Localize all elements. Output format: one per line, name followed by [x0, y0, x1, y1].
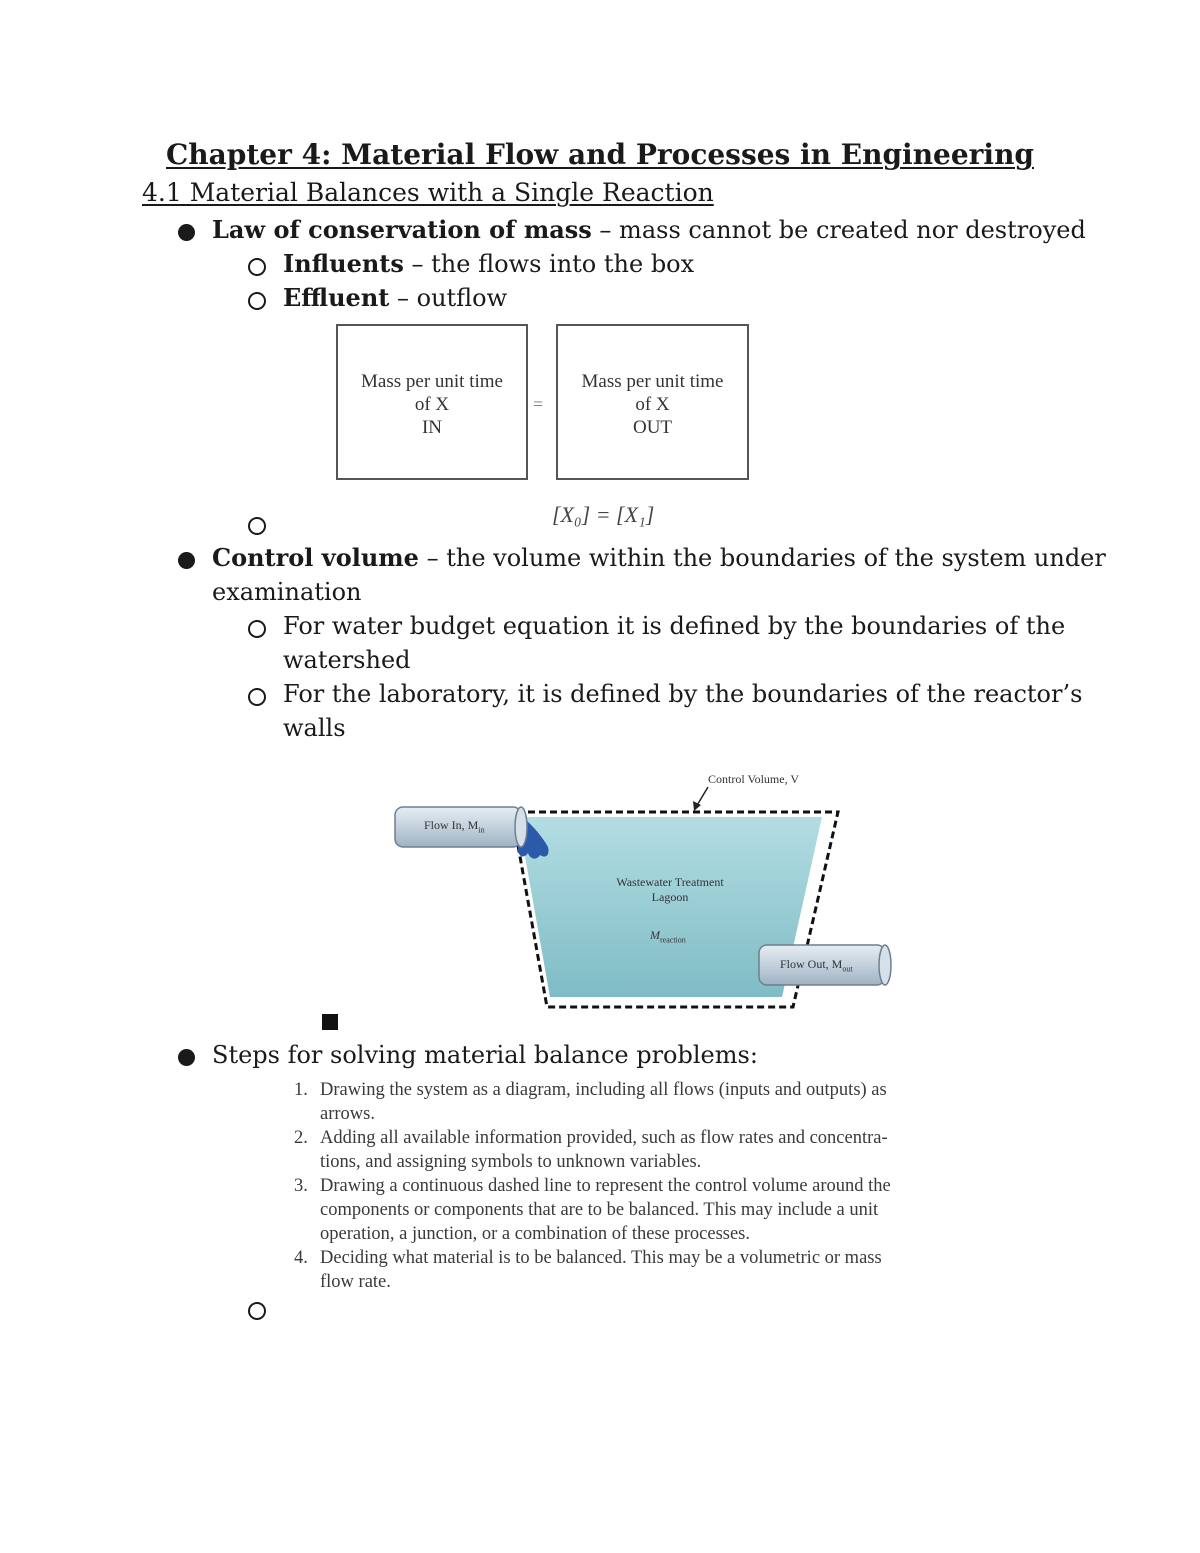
conservation-desc: – mass cannot be created nor destroyed — [591, 216, 1086, 244]
control-volume-line — [212, 541, 1106, 575]
flow-out-label-text: Flow Out, M — [780, 957, 843, 971]
mass-in-line-3: IN — [421, 417, 443, 438]
laboratory-line-1: For the laboratory, it is defined by the boundaries of the reactor’s — [283, 680, 1083, 708]
control-volume-label: Control Volume, V — [708, 772, 800, 786]
conservation-line — [212, 213, 1086, 247]
reaction-label-text: M — [650, 928, 660, 942]
bullet-circle — [248, 1302, 266, 1320]
flow-in-subscript: in — [478, 825, 485, 835]
effluent-term: Effluent — [283, 283, 390, 312]
step-text: Deciding what material is to be balanced. This may be a volumetric or mass — [320, 1248, 882, 1268]
flow-out-label — [780, 957, 853, 973]
influents-desc: – the flows into the box — [403, 250, 695, 278]
step-text: operation, a junction, or a combination of these processes. — [320, 1224, 750, 1244]
flow-in-label-text: Flow In, M — [424, 818, 479, 832]
effluent-desc: – outflow — [389, 284, 508, 312]
bullet-disc — [178, 552, 195, 569]
section-heading: 4.1 Material Balances with a Single Reaction — [142, 178, 714, 207]
flow-in-pipe-end — [515, 807, 527, 847]
flow-out-subscript: out — [842, 964, 853, 974]
chapter-title: Chapter 4: Material Flow and Processes in Engineering — [165, 138, 1034, 171]
influents-line — [283, 247, 694, 281]
reaction-subscript: reaction — [660, 935, 686, 945]
mass-in-line-2: of X — [414, 394, 450, 415]
balance-equation: [X₀] = [X₁] — [552, 502, 655, 527]
bullet-circle — [248, 620, 266, 638]
flow-out-pipe-end — [879, 945, 891, 985]
steps-intro: Steps for solving material balance problems: — [212, 1041, 758, 1069]
step-text: flow rate. — [320, 1272, 391, 1292]
step-number: 1. — [294, 1080, 308, 1100]
control-volume-term: Control volume — [212, 543, 419, 572]
step-text: Adding all available information provided, such as flow rates and concentra- — [320, 1128, 888, 1148]
reaction-label — [650, 928, 686, 944]
mass-in-line-1: Mass per unit time — [361, 371, 503, 392]
step-text: arrows. — [320, 1104, 375, 1124]
step-text: tions, and assigning symbols to unknown variables. — [320, 1152, 702, 1172]
step-number: 3. — [294, 1176, 308, 1196]
flow-in-label — [424, 818, 485, 834]
bullet-circle — [248, 258, 266, 276]
bullet-circle — [248, 517, 266, 535]
mass-in-box — [336, 324, 528, 480]
lagoon-label — [570, 875, 770, 905]
bullet-circle — [248, 688, 266, 706]
equals-sign: = — [533, 394, 544, 414]
bullet-circle — [248, 292, 266, 310]
step-text: Drawing a continuous dashed line to represent the control volume around the — [320, 1176, 891, 1196]
step-text: Drawing the system as a diagram, including all flows (inputs and outputs) as — [320, 1080, 887, 1100]
arrowhead-icon — [693, 801, 701, 811]
step-text: components or components that are to be balanced. This may include a unit — [320, 1200, 879, 1220]
water-budget-line-1: For water budget equation it is defined by the boundaries of the — [283, 612, 1066, 640]
influents-term: Influents — [283, 249, 404, 278]
mass-out-line-2: of X — [635, 394, 670, 415]
mass-out-line-3: OUT — [632, 417, 673, 438]
effluent-line — [283, 281, 507, 315]
step-number: 4. — [294, 1248, 308, 1268]
water-budget-line-2: watershed — [283, 646, 411, 674]
lagoon-label-line-1: Wastewater Treatment — [616, 875, 724, 889]
steps-list — [294, 1078, 1014, 1298]
bullet-disc — [178, 1049, 195, 1066]
laboratory-line-2: walls — [283, 714, 346, 742]
mass-out-box — [556, 324, 749, 480]
bullet-disc — [178, 224, 195, 241]
step-number: 2. — [294, 1128, 308, 1148]
lagoon-label-line-2: Lagoon — [651, 890, 689, 904]
mass-out-line-1: Mass per unit time — [581, 371, 724, 392]
conservation-term: Law of conservation of mass — [212, 215, 592, 244]
bullet-square — [322, 1014, 338, 1030]
control-volume-desc: – the volume within the boundaries of the system under — [418, 544, 1106, 572]
control-volume-cont: examination — [212, 578, 362, 606]
